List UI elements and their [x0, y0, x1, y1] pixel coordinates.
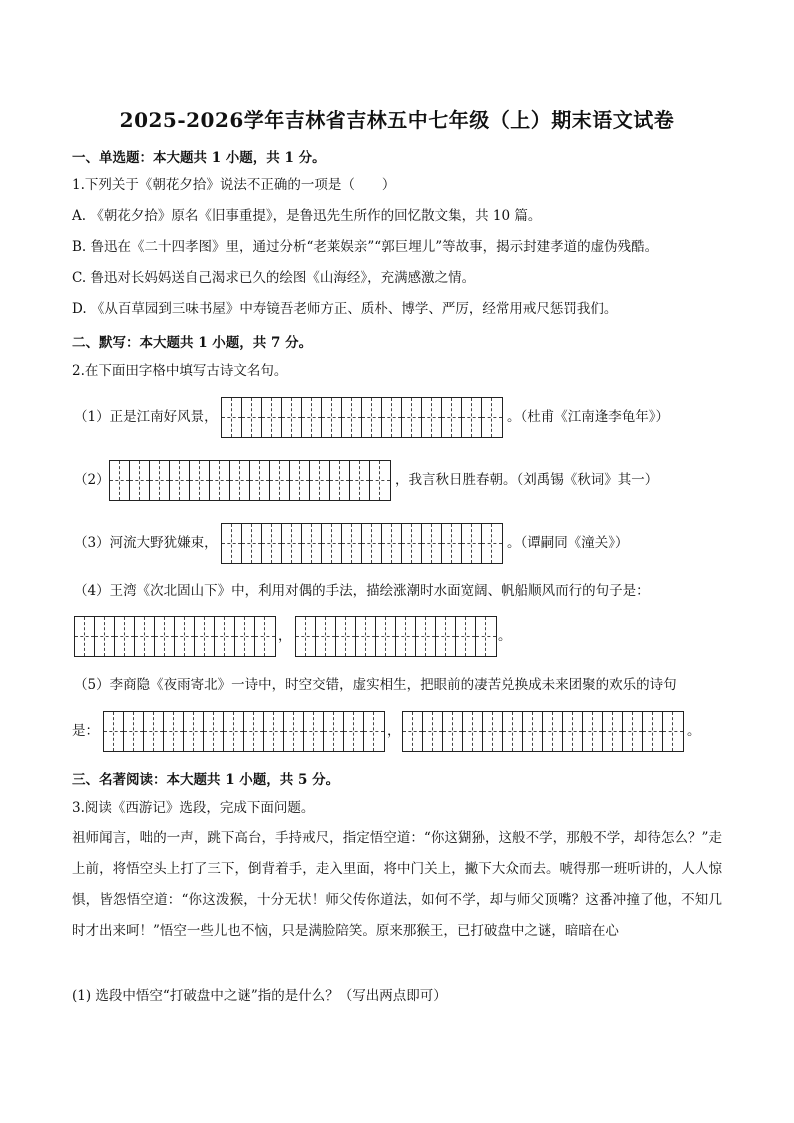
grid-cell[interactable] — [382, 524, 402, 563]
grid-cell[interactable] — [442, 398, 462, 437]
grid-cell[interactable] — [583, 712, 603, 751]
grid-cell[interactable] — [356, 617, 376, 656]
grid-cell[interactable] — [476, 617, 496, 656]
option-b: B. 鲁迅在《二十四孝图》里，通过分析“老莱娱亲”“郭巨埋儿”等故事，揭示封建孝道的虚伪残酷。 — [72, 239, 659, 255]
grid-cell[interactable] — [543, 712, 563, 751]
grid-cell[interactable] — [130, 461, 150, 500]
grid-cell[interactable] — [222, 398, 242, 437]
grid-cell[interactable] — [523, 712, 543, 751]
grid-cell[interactable] — [230, 461, 250, 500]
answer-grid-item2[interactable] — [109, 460, 391, 501]
grid-cell[interactable] — [235, 617, 255, 656]
grid-cell[interactable] — [170, 461, 190, 500]
grid-cell[interactable] — [342, 398, 362, 437]
grid-cell[interactable] — [350, 461, 370, 500]
q3-sub-question-1: (1) 选段中悟空“打破盘中之谜”指的是什么？（写出两点即可） — [72, 988, 447, 1004]
q2-item1-suffix: 。（杜甫《江南逢李龟年》） — [507, 409, 669, 425]
q2-item5-period: 。 — [687, 723, 701, 739]
answer-grid-item3[interactable] — [221, 523, 503, 564]
answer-grid-item5b[interactable] — [402, 711, 684, 752]
grid-cell[interactable] — [463, 712, 483, 751]
q2-item4-period: 。 — [498, 628, 512, 644]
grid-cell[interactable] — [190, 461, 210, 500]
grid-cell[interactable] — [456, 617, 476, 656]
q2-item2-suffix: ，我言秋日胜春朝。（刘禹锡《秋词》其一） — [395, 472, 659, 488]
grid-cell[interactable] — [402, 524, 422, 563]
grid-cell[interactable] — [416, 617, 436, 656]
grid-cell[interactable] — [370, 461, 390, 500]
grid-cell[interactable] — [224, 712, 244, 751]
grid-cell[interactable] — [184, 712, 204, 751]
grid-cell[interactable] — [310, 461, 330, 500]
grid-cell[interactable] — [316, 617, 336, 656]
option-c: C. 鲁迅对长妈妈送自己渴求已久的绘图《山海经》，充满感激之情。 — [72, 270, 476, 286]
grid-cell[interactable] — [322, 398, 342, 437]
grid-cell[interactable] — [296, 617, 316, 656]
q2-item3-suffix: 。（谭嗣同《潼关》） — [507, 535, 629, 551]
grid-cell[interactable] — [242, 524, 262, 563]
grid-cell[interactable] — [242, 398, 262, 437]
grid-cell[interactable] — [482, 524, 502, 563]
grid-cell[interactable] — [110, 461, 130, 500]
grid-cell[interactable] — [302, 398, 322, 437]
grid-cell[interactable] — [362, 398, 382, 437]
grid-cell[interactable] — [322, 524, 342, 563]
grid-cell[interactable] — [403, 712, 423, 751]
q2-item5-prefix: 是： — [72, 723, 99, 739]
grid-cell[interactable] — [330, 461, 350, 500]
grid-cell[interactable] — [270, 461, 290, 500]
answer-grid-item4a[interactable] — [74, 616, 276, 657]
grid-cell[interactable] — [95, 617, 115, 656]
answer-grid-item5a[interactable] — [103, 711, 385, 752]
q2-item5-text: （5）李商隐《夜雨寄北》一诗中，时空交错，虚实相生，把眼前的凄苦兑换成未来团聚的欢乐的诗句 — [74, 677, 677, 693]
grid-cell[interactable] — [204, 712, 224, 751]
grid-cell[interactable] — [362, 524, 382, 563]
grid-cell[interactable] — [462, 524, 482, 563]
grid-cell[interactable] — [262, 398, 282, 437]
q2-item1-prefix: （1）正是江南好风景， — [74, 409, 218, 425]
grid-cell[interactable] — [483, 712, 503, 751]
grid-cell[interactable] — [563, 712, 583, 751]
section-heading-1: 一、单选题：本大题共 1 小题，共 1 分。 — [72, 150, 326, 166]
grid-cell[interactable] — [304, 712, 324, 751]
q2-item4-text: （4）王湾《次北固山下》中，利用对偶的手法，描绘涨潮时水面宽阔、帆船顺风而行的句子是： — [74, 583, 650, 599]
grid-cell[interactable] — [115, 617, 135, 656]
grid-cell[interactable] — [284, 712, 304, 751]
q2-item4-comma: ， — [278, 628, 292, 644]
question-2-stem: 2.在下面田字格中填写古诗文名句。 — [72, 363, 288, 379]
grid-cell[interactable] — [342, 524, 362, 563]
section-heading-2: 二、默写：本大题共 1 小题，共 7 分。 — [72, 335, 313, 351]
grid-cell[interactable] — [382, 398, 402, 437]
answer-grid-item1[interactable] — [221, 397, 503, 438]
q3-passage: 祖师闻言，咄的一声，跳下高台，手持戒尺，指定悟空道：“你这猢狲，这般不学，那般不学，却待怎么？”走上前，将悟空头上打了三下，倒背着手，走入里面，将中门关上，撇下大众而去。唬得那一班听讲的，人人惊惧，皆怨悟空道：“你这泼猴，十分无状！师父传你道法，如何不学，却与师父顶嘴？这番冲撞了他，不知几时才出来呵！”悟空一些儿也不恼，只是满脸陪笑。原来那猴王，已打破盘中之谜，暗暗在心 — [72, 830, 722, 939]
grid-cell[interactable] — [623, 712, 643, 751]
grid-cell[interactable] — [443, 712, 463, 751]
grid-cell[interactable] — [262, 524, 282, 563]
grid-cell[interactable] — [663, 712, 683, 751]
grid-cell[interactable] — [503, 712, 523, 751]
grid-cell[interactable] — [442, 524, 462, 563]
grid-cell[interactable] — [396, 617, 416, 656]
grid-cell[interactable] — [222, 524, 242, 563]
grid-cell[interactable] — [135, 617, 155, 656]
option-a: A. 《朝花夕拾》原名《旧事重提》，是鲁迅先生所作的回忆散文集，共 10 篇。 — [72, 208, 542, 224]
grid-cell[interactable] — [282, 398, 302, 437]
grid-cell[interactable] — [104, 712, 124, 751]
q2-item3-prefix: （3）河流大野犹嫌束， — [74, 535, 218, 551]
exam-title: 2025-2026学年吉林省吉林五中七年级（上）期末语文试卷 — [119, 108, 675, 132]
grid-cell[interactable] — [255, 617, 275, 656]
grid-cell[interactable] — [195, 617, 215, 656]
grid-cell[interactable] — [290, 461, 310, 500]
grid-cell[interactable] — [164, 712, 184, 751]
grid-cell[interactable] — [422, 398, 442, 437]
grid-cell[interactable] — [422, 524, 442, 563]
grid-cell[interactable] — [603, 712, 623, 751]
section-heading-3: 三、名著阅读：本大题共 1 小题，共 5 分。 — [72, 772, 340, 788]
q2-item2-prefix: （2） — [74, 472, 110, 488]
grid-cell[interactable] — [150, 461, 170, 500]
question-3-stem: 3.阅读《西游记》选段，完成下面问题。 — [72, 800, 315, 816]
grid-cell[interactable] — [376, 617, 396, 656]
q2-item5-comma: ， — [387, 723, 401, 739]
grid-cell[interactable] — [75, 617, 95, 656]
option-d: D. 《从百草园到三味书屋》中寿镜吾老师方正、质朴、博学、严厉，经常用戒尺惩罚我们。 — [72, 301, 618, 317]
grid-cell[interactable] — [175, 617, 195, 656]
grid-cell[interactable] — [402, 398, 422, 437]
grid-cell[interactable] — [210, 461, 230, 500]
grid-cell[interactable] — [282, 524, 302, 563]
grid-cell[interactable] — [215, 617, 235, 656]
grid-cell[interactable] — [462, 398, 482, 437]
grid-cell[interactable] — [144, 712, 164, 751]
grid-cell[interactable] — [124, 712, 144, 751]
grid-cell[interactable] — [344, 712, 364, 751]
grid-cell[interactable] — [482, 398, 502, 437]
grid-cell[interactable] — [364, 712, 384, 751]
grid-cell[interactable] — [436, 617, 456, 656]
grid-cell[interactable] — [250, 461, 270, 500]
answer-grid-item4b[interactable] — [295, 616, 497, 657]
grid-cell[interactable] — [643, 712, 663, 751]
grid-cell[interactable] — [264, 712, 284, 751]
grid-cell[interactable] — [302, 524, 322, 563]
grid-cell[interactable] — [155, 617, 175, 656]
question-1-stem: 1.下列关于《朝花夕拾》说法不正确的一项是（ ） — [72, 177, 396, 193]
grid-cell[interactable] — [244, 712, 264, 751]
grid-cell[interactable] — [336, 617, 356, 656]
grid-cell[interactable] — [324, 712, 344, 751]
grid-cell[interactable] — [423, 712, 443, 751]
